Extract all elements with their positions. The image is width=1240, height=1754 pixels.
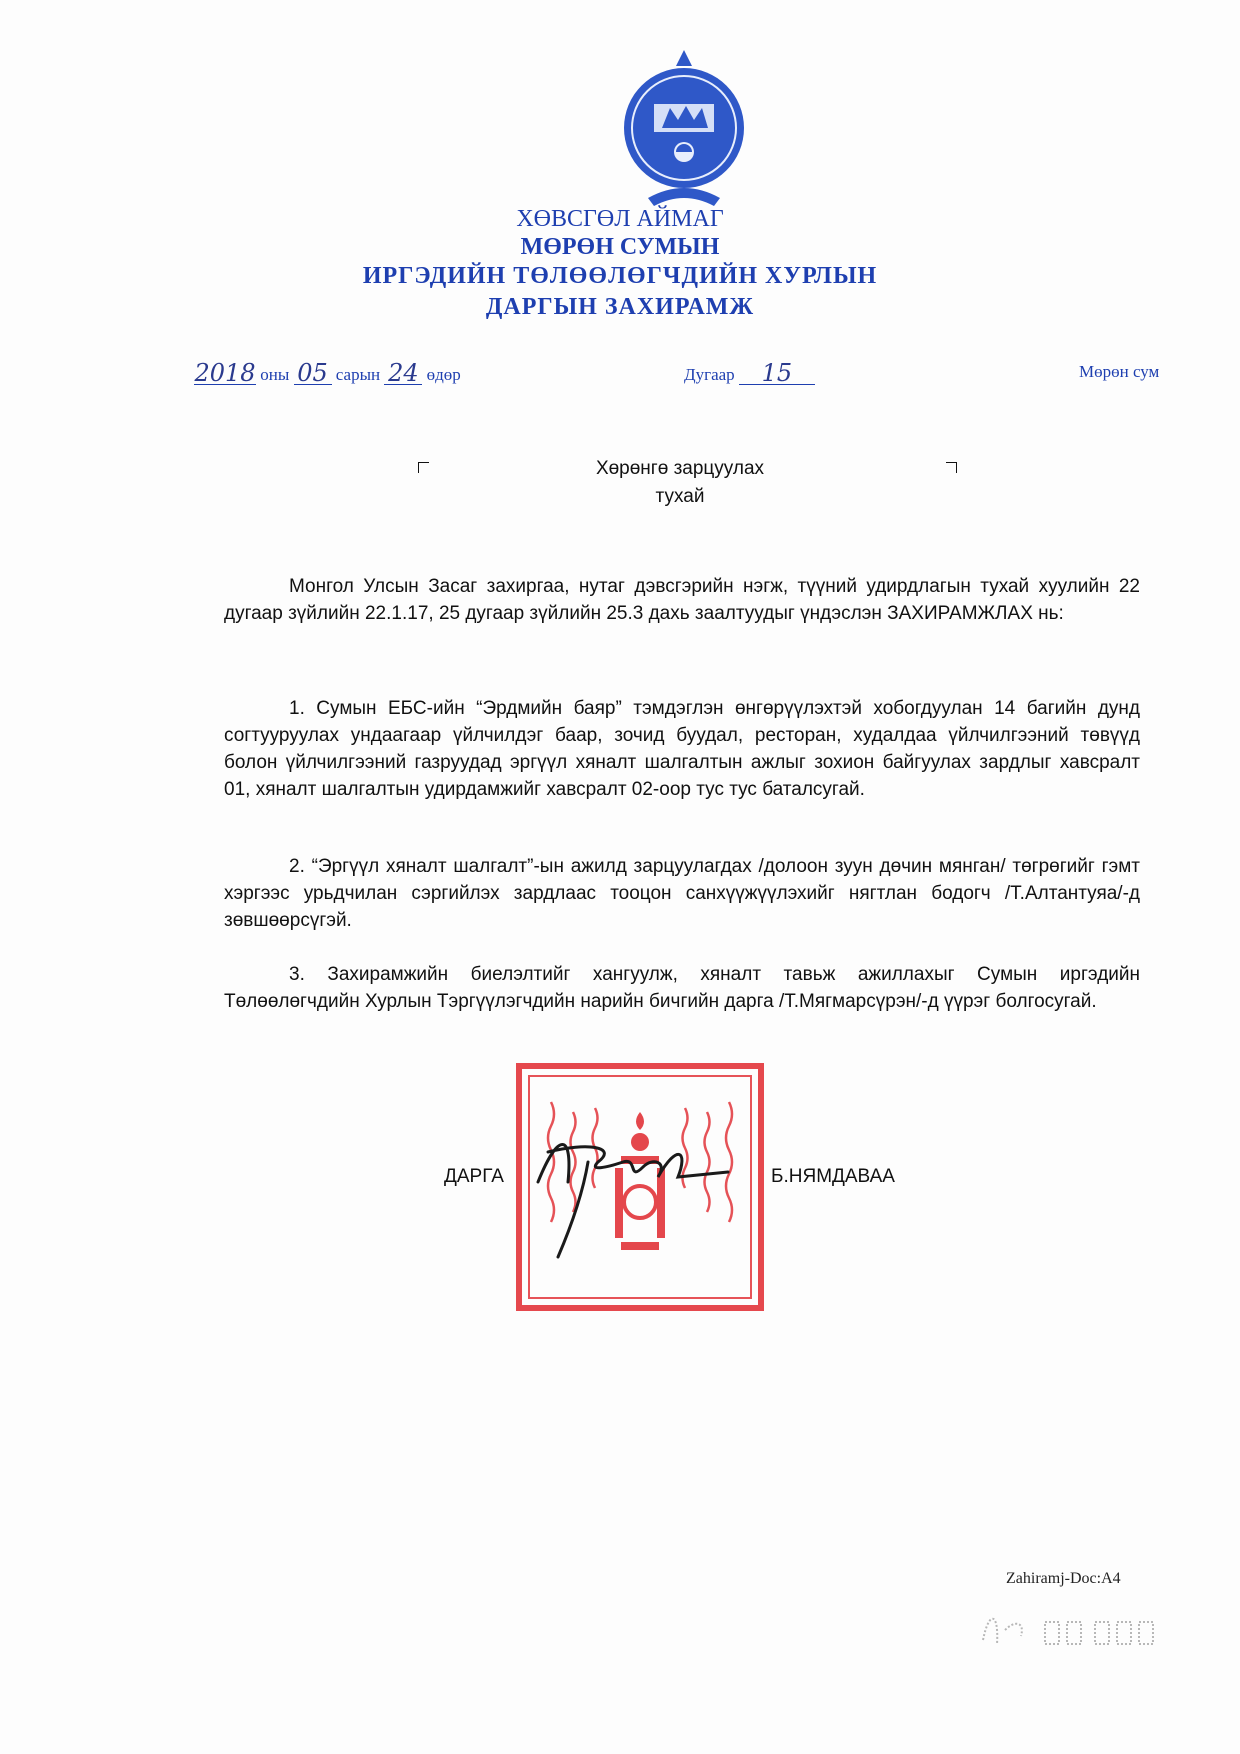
- subject-line-1: Хөрөнгө зарцуулах: [595, 458, 765, 479]
- date-month-suffix: сарын: [335, 365, 381, 384]
- document-reference: Zahiramj-Doc:A4: [1006, 1570, 1121, 1587]
- soyombo-state-emblem-icon: [618, 48, 750, 208]
- date-month: 05: [294, 362, 332, 385]
- decree-item: [224, 853, 1140, 934]
- decree-item-text: 3. Захирамжийн биелэлтийг хангуулж, хяналт тавьж ажиллахыг Сумын иргэдийн Төлөөлөгчдийн Хурлын Тэргүүлэгчдийн нарийн бичгийн дарга /Т.Мягмарсүрэн/-д үүрэг болгосугай.: [224, 964, 1140, 1012]
- date-year-suffix: оны: [260, 365, 290, 384]
- letterhead-aimag: ХӨВСГӨЛ АЙМАГ: [516, 206, 724, 232]
- date-year: 2018: [194, 359, 256, 387]
- faded-registry-number-stamp-icon: [975, 1600, 1175, 1660]
- date-day-suffix: өдөр: [426, 365, 461, 384]
- signatory-title: ДАРГА: [444, 1166, 504, 1187]
- handwritten-signature-icon: [528, 1122, 738, 1262]
- decree-date: [194, 359, 461, 387]
- number-value: 15: [739, 362, 815, 385]
- letterhead-sum: МӨРӨН СУМЫН: [520, 234, 720, 260]
- subject-line-2: тухай: [655, 486, 705, 507]
- decree-item: [224, 961, 1140, 1015]
- decree-item: [224, 695, 1140, 803]
- decree-item-text: 2. “Эргүүл хяналт шалгалт”-ын ажилд зарцуулагдах /долоон зуун дөчин мянган/ төгрөгийг гэмт хэргээс урьдчилан сэргийлэх зардлаас тооцон санхүүжүүлэхийг нягтлан бодогч /Т.Алтантуяа/-д зөвшөөрсүгэй.: [224, 856, 1140, 931]
- decree-item-text: 1. Сумын ЕБС-ийн “Эрдмийн баяр” тэмдэглэн өнгөрүүлэхтэй хобогдуулан 14 багийн дунд согтууруулах ундаагаар үйлчилдэг баар, зочид буудал, ресторан, худалдаа үйлчилгээний төвүүд болон үйлчилгээний газруудад эргүүл хяналт шалгалтын ажлыг зохион байгуулах зардлыг хавсралт 01, хяналт шалгалтын удирдамжийг хавсралт 02-оор тус тус баталсугай.: [224, 698, 1140, 800]
- decree-preamble: [224, 573, 1140, 627]
- decree-number: [684, 359, 815, 387]
- decree-place: Мөрөн сум: [1079, 362, 1160, 381]
- letterhead-decree-title: ДАРГЫН ЗАХИРАМЖ: [485, 294, 755, 320]
- signatory-name: Б.НЯМДАВАА: [771, 1166, 895, 1187]
- preamble-text: Монгол Улсын Засаг захиргаа, нутаг дэвсгэрийн нэгж, түүний удирдлагын тухай хуулийн 22 дугаар зүйлийн 22.1.17, 25 дугаар зүйлийн 25.3 дахь заалтуудыг үндэслэн ЗАХИРАМЖЛАХ нь:: [224, 576, 1140, 624]
- letterhead-council: ИРГЭДИЙН ТӨЛӨӨЛӨГЧДИЙН ХУРЛЫН: [362, 263, 878, 289]
- date-day: 24: [384, 362, 422, 385]
- number-label: Дугаар: [684, 365, 735, 384]
